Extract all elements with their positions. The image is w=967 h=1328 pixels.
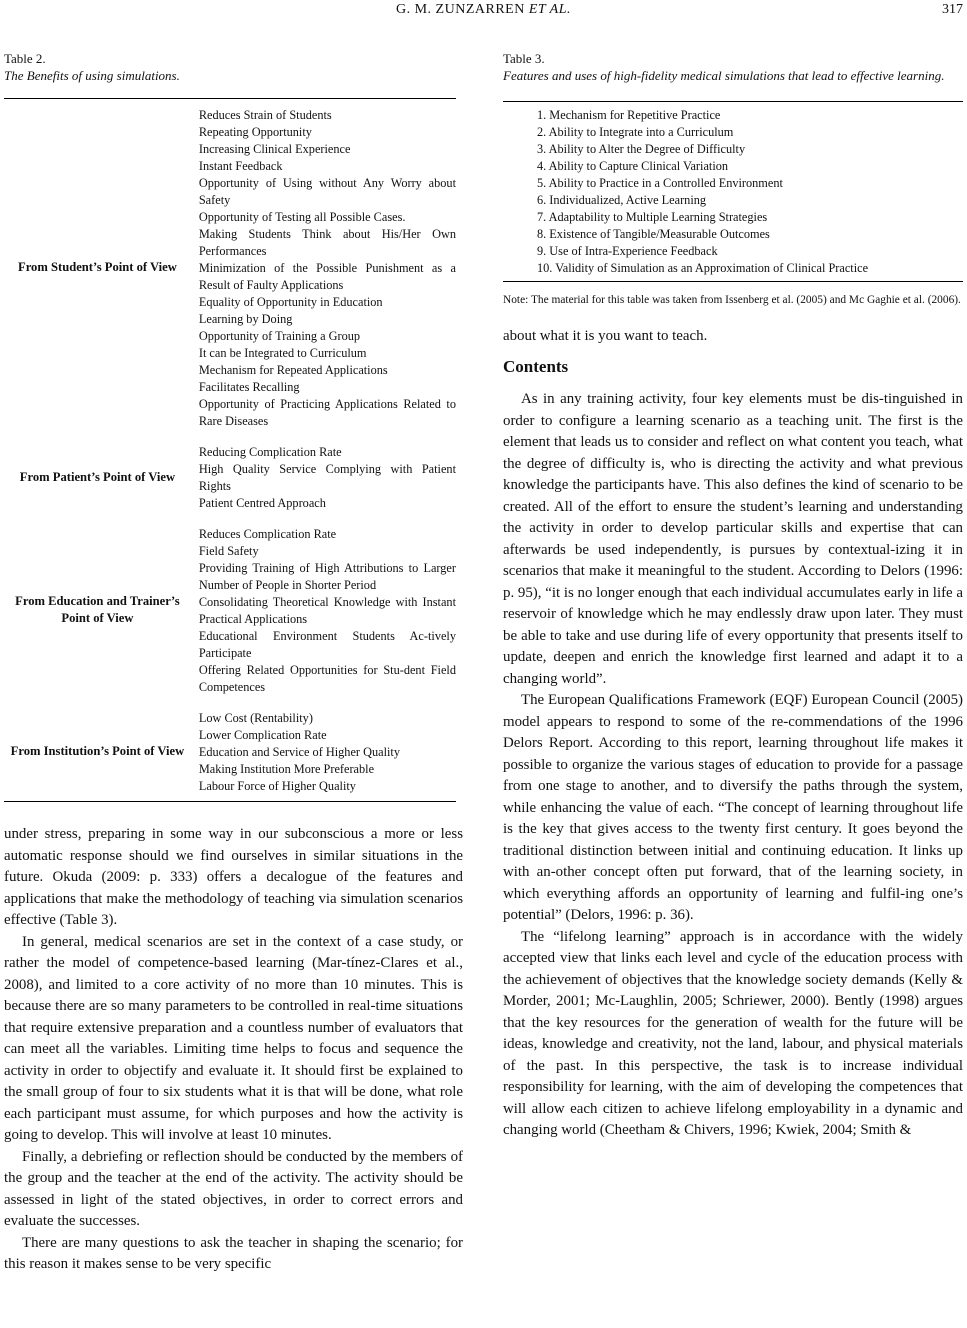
left-column: [4, 50, 463, 1276]
table2-item: Facilitates Recalling: [198, 380, 300, 394]
table3-item: 1. Mechanism for Repetitive Practice: [537, 108, 721, 122]
table3-item: 8. Existence of Tangible/Measurable Outcomes: [537, 227, 770, 241]
table2-item: Minimization of the Possible Punishment as a Result of Faulty Applications: [198, 261, 456, 292]
table2-item: Offering Related Opportunities for Stu-dent Field Competences: [198, 663, 456, 694]
table3-item: 4. Ability to Capture Clinical Variation: [537, 159, 729, 173]
table2-item: Education and Service of Higher Quality: [198, 745, 400, 759]
page-number: 317: [942, 2, 963, 17]
table3-label: Table 3.: [503, 51, 545, 66]
body-paragraph: In general, medical scenarios are set in the context of a case study, or rather the model of competence-based learning (Mar-tínez-Clares et al., 2008), and limited to a core activity of no more than 10 minutes. This is because there are so many parameters to be controlled in real-time situations that require extensive preparation and a countless number of evaluators that can meet all the variables. Limiting time helps to focus and sequence the activity in order to objectify and evaluate it. It should first be explained to the small group of four to six students what it is that will be done, what role each participant must assume, for which purposes and how the activity is going to develop. This will involve at least 10 minutes.: [4, 933, 463, 1143]
table2-items: [195, 99, 456, 437]
table2-item: Increasing Clinical Experience: [198, 142, 351, 156]
table2-title: The Benefits of using simulations.: [4, 68, 180, 83]
table2-item: Consolidating Theoretical Knowledge with Instant Practical Applications: [198, 595, 456, 626]
right-body-text: [503, 326, 963, 1142]
table2-item: Patient Centred Approach: [198, 496, 326, 510]
table3-item: 5. Ability to Practice in a Controlled Environment: [537, 176, 783, 190]
table2-category: From Institution’s Point of View: [10, 744, 185, 758]
table2-category: From Student’s Point of View: [18, 260, 177, 274]
table2-category: From Education and Trainer’s Point of View: [15, 594, 180, 625]
table2-item: Lower Complication Rate: [198, 728, 327, 742]
running-title-etal: ET AL.: [528, 2, 571, 17]
body-paragraph: The European Qualifications Framework (EQF) European Council (2005) model appears to respond to some of the re-commendations of the 1996 Delors Report. According to this report, learning throughout life makes it possible to organize the various stages of education to provide for a passage from one stage to another, and to diversify the paths through the system, while enhancing the value of each. “The concept of learning throughout life is the key that gives access to the twenty first century. It goes beyond the traditional distinction between initial and continuing education. It links up with an-other concept often put forward, that of the learning society, in which everything affords an opportunity of learning and fulfil-ing one’s potential” (Delors, 1996: p. 36).: [503, 692, 963, 923]
right-column: [503, 50, 963, 1142]
table2-item: Opportunity of Testing all Possible Cases.: [198, 210, 406, 224]
body-paragraph: As in any training activity, four key elements must be dis-tinguished in order to configure a learning scenario as a teaching unit. The first is the element that leads us to consider and reflect on what content you teach, what the degree of difficulty is, who is directing the activity and what previous knowledge the participants have. This also defines the kind of scenario to be created. All of the effort to ensure the student’s learning and understanding the activity in order to develop particular skills and expertise that can afterwards be used independently, is pursues by contextual-izing it in scenarios that make it meaningful to the student. According to Delors (1996: p. 95), “it is no longer enough that each individual accumulates early in life a reservoir of knowledge which he may endlessly draw upon later. They must be able to take and use during life of every opportunity that presents itself to update, deepen and enrich the knowledge first learned and adapt it to a changing world”.: [503, 391, 963, 687]
table3-note: Note: The material for this table was taken from Issenberg et al. (2005) and Mc Gaghie et al. (2006).: [503, 294, 961, 306]
table2-item: Repeating Opportunity: [198, 125, 312, 139]
table2-item: Learning by Doing: [198, 312, 293, 326]
table3-item: 2. Ability to Integrate into a Curriculum: [537, 125, 734, 139]
body-paragraph: Finally, a debriefing or reflection should be conducted by the members of the group and the teacher at the end of the activity. The activity should be assessed in light of the stated objectives, in order to correct errors and evaluate the successes.: [4, 1148, 463, 1229]
table2-item: Reduces Strain of Students: [198, 108, 332, 122]
table3-item: 6. Individualized, Active Learning: [537, 193, 707, 207]
table2-item: It can be Integrated to Curriculum: [198, 346, 367, 360]
body-paragraph: under stress, preparing in some way in our subconscious a more or less automatic response should we find ourselves in similar situations in the future. Okuda (2009: p. 333) offers a decalogue of the features and applications that make the methodology of teaching via simulation scenarios effective (Table 3).: [4, 826, 463, 928]
table2-items: [195, 436, 456, 518]
table3-item: 10. Validity of Simulation as an Approximation of Clinical Practice: [537, 261, 869, 275]
table2-item: Mechanism for Repeated Applications: [198, 363, 388, 377]
table2-item: Providing Training of High Attributions to Larger Number of People in Shorter Period: [198, 561, 456, 592]
table2-item: Instant Feedback: [198, 159, 283, 173]
table3-caption: [503, 50, 963, 84]
table2-item: High Quality Service Complying with Patient Rights: [198, 462, 456, 493]
table2: [4, 98, 456, 802]
table2-item: Reducing Complication Rate: [198, 445, 342, 459]
table2-row: [4, 99, 456, 437]
table2-row: [4, 702, 456, 802]
table2-item: Opportunity of Training a Group: [198, 329, 361, 343]
table2-item: Labour Force of Higher Quality: [198, 779, 356, 793]
table2-item: Reduces Complication Rate: [198, 527, 337, 541]
table3: [503, 101, 963, 282]
left-body-text: [4, 824, 463, 1276]
table2-item: Opportunity of Practicing Applications Related to Rare Diseases: [198, 397, 456, 428]
table2-item: Educational Environment Students Ac-tively Participate: [198, 629, 456, 660]
table2-item: Opportunity of Using without Any Worry about Safety: [198, 176, 456, 207]
table3-item: 7. Adaptability to Multiple Learning Strategies: [537, 210, 768, 224]
table2-item: Field Safety: [198, 544, 259, 558]
table2-items: [195, 518, 456, 702]
table3-item: 9. Use of Intra-Experience Feedback: [537, 244, 718, 258]
table2-item: Making Students Think about His/Her Own Performances: [198, 227, 456, 258]
running-title-authors: G. M. ZUNZARREN: [395, 2, 525, 17]
table2-category: From Patient’s Point of View: [19, 469, 176, 484]
table2-row: [4, 436, 456, 518]
table2-items: [195, 702, 456, 802]
table3-item: 3. Ability to Alter the Degree of Difficulty: [537, 142, 746, 156]
lead-paragraph: about what it is you want to teach.: [503, 328, 708, 344]
table2-label: Table 2.: [4, 51, 46, 66]
running-header: [0, 2, 967, 22]
table3-title: Features and uses of high-fidelity medical simulations that lead to effective learning.: [503, 68, 945, 83]
body-paragraph: There are many questions to ask the teacher in shaping the scenario; for this reason it makes sense to be very specific: [4, 1234, 463, 1272]
table2-row: [4, 518, 456, 702]
table2-item: Equality of Opportunity in Education: [198, 295, 383, 309]
table2-item: Making Institution More Preferable: [198, 762, 375, 776]
body-paragraph: The “lifelong learning” approach is in accordance with the widely accepted view that links each level and cycle of the education process with the achievement of objectives that the knowledge society demands (Kelly & Morder, 2001; Mc-Laughlin, 2005; Schriewer, 2000). Bently (1998) argues that the key resources for the generation of wealth for the future will be ideas, knowledge and creativity, not the land, labour, and physical materials of the past. In this perspective, the task is to increase individual responsibility for learning, with the aim of developing the competences that will allow each citizen to achieve lifelong employability in a dynamic and changing world (Cheetham & Chivers, 1996; Kwiek, 2004; Smith &: [503, 928, 963, 1138]
table2-caption: [4, 50, 463, 84]
section-heading-contents: Contents: [503, 356, 569, 376]
table2-item: Low Cost (Rentability): [198, 711, 313, 725]
running-title: [0, 2, 967, 18]
